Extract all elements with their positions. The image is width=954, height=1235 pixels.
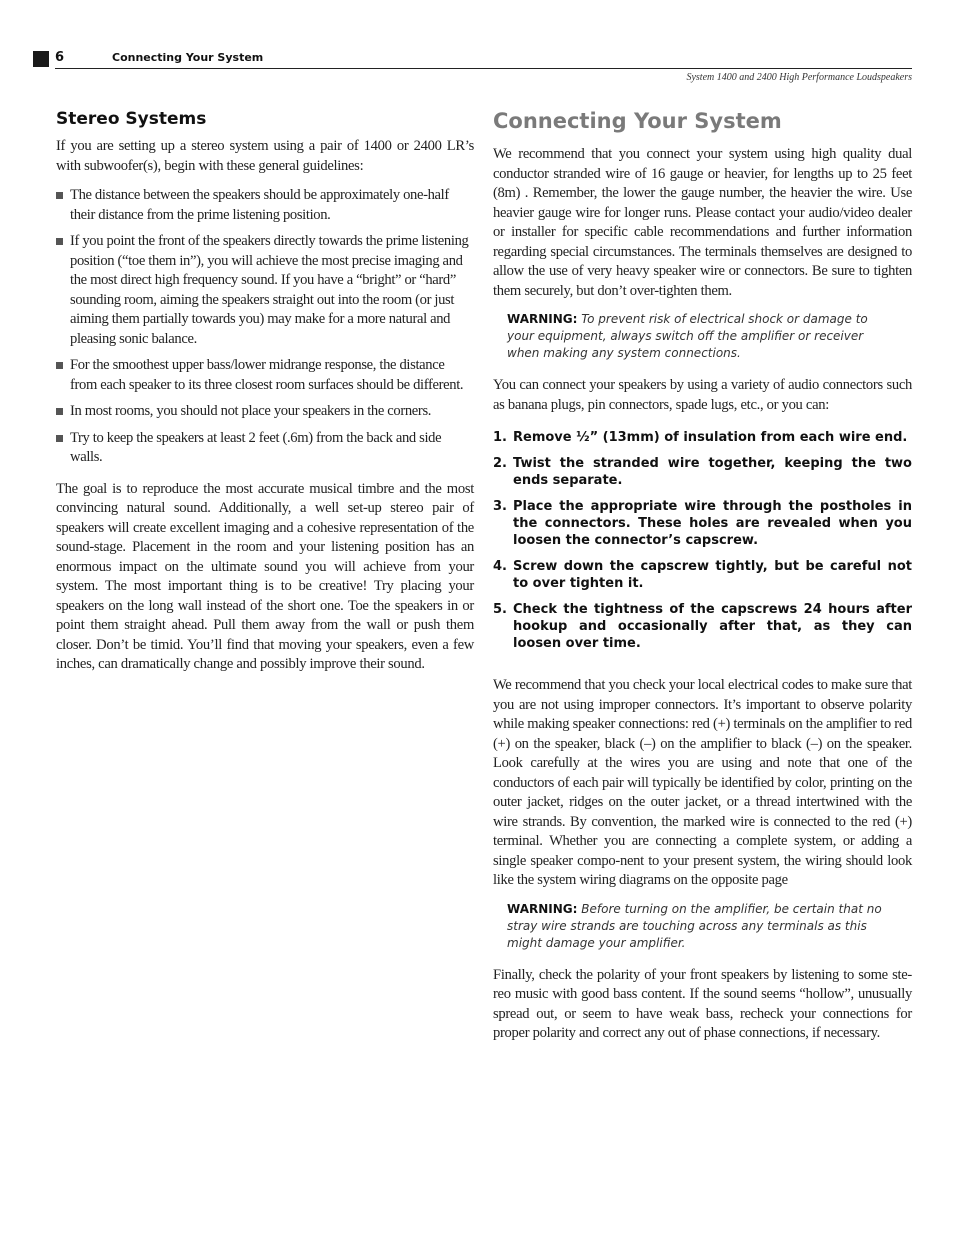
square-bullet-icon [56, 362, 63, 369]
list-item: The distance between the speakers should be approximately one-half their distance from the prime listening position. [56, 186, 474, 225]
step-item: 3. Place the appropriate wire through the postholes in the connectors. These holes are revealed when you loosen the connector’s capscrew. [493, 499, 912, 548]
warning-note-shock [507, 311, 882, 362]
list-item: Try to keep the speakers at least 2 feet (.6m) from the back and side walls. [56, 429, 474, 468]
right-column [493, 109, 912, 1054]
step-item: 2. Twist the stranded wire together, keeping the two ends separate. [493, 456, 912, 488]
list-item: In most rooms, you should not place your speakers in the corners. [56, 402, 474, 422]
header-rule [55, 68, 912, 69]
running-header-title: Connecting Your System [112, 51, 264, 64]
warning-note-strands [507, 901, 882, 952]
connector-intro: You can connect your speakers by using a variety of audio connectors such as banana plugs, pin connectors, spade lugs, etc., or you can: [493, 377, 912, 413]
step-item: 5. Check the tightness of the capscrews 24 hours after hookup and occasionally after that, as they can loosen over time. [493, 602, 912, 651]
section-heading-stereo: Stereo Systems [56, 109, 207, 129]
step-item: 1. Remove ½” (13mm) of insulation from each wire end. [493, 430, 908, 445]
section-heading-connecting: Connecting Your System [493, 109, 782, 133]
list-item: If you point the front of the speakers directly towards the prime listening position (“toe them in”), you will achieve the most precise imaging and the most direct high frequency sound. If you have a “bright” or “hard” sounding room, aiming the speakers straight out into the room (or just aiming them partially towards you) may make for a more natural and pleasing sonic balance. [56, 232, 474, 349]
stereo-closing: The goal is to reproduce the most accurate musical timbre and the most convincing natural sound. Additionally, a well set-up stereo pair of speakers will create excellent imaging and a cohesive representation of the sound-stage. Placement in the room and your listening position has an enormous impact on the ultimate sound you will achieve from your system. The most important thing is to be creative! Try placing your speakers on the long wall instead of the short one. Toe the speakers in or point them straight ahead. Pull them away from the wall or push them closer. Don’t be timid. You’ll find that moving your speakers, even a few inches, can dramatically change and possibly improve their sound. [56, 480, 474, 672]
running-header-subtitle: System 1400 and 2400 High Performance Loudspeakers [686, 72, 912, 83]
warning-label: WARNING: [507, 901, 578, 916]
square-bullet-icon [56, 435, 63, 442]
square-bullet-icon [56, 192, 63, 199]
left-column [56, 109, 474, 685]
square-bullet-icon [56, 408, 63, 415]
wire-recommendation: We recommend that you connect your system using high quality dual conductor stranded wire of 16 gauge or heavier, for lengths up to 25 feet (8m) . Remember, the lower the gauge number, the heavier the wire. Use heavier gauge wire for longer runs. Please contact your audio/video dealer or installer for specific cable recommendations and further information regarding special circumstances. The terminals themselves are designed to allow the use of very heavy speaker wire or connectors. Be sure to tighten them securely, but don’t over-tighten them. [493, 146, 912, 299]
square-bullet-icon [56, 238, 63, 245]
warning-label: WARNING: [507, 312, 578, 326]
page-number: 6 [55, 50, 65, 65]
stereo-intro: If you are setting up a stereo system using a pair of 1400 or 2400 LR’s with subwoofer(s), begin with these general guidelines: [56, 138, 474, 174]
warning-text: To prevent risk of electrical shock or damage to your equipment, always switch off the amplifier or receiver when making any system connections. [507, 312, 868, 360]
list-item: For the smoothest upper bass/lower midrange response, the distance from each speaker to its three closest room surfaces should be different. [56, 356, 474, 395]
warning-text: Before turning on the amplifier, be certain that no stray wire strands are touching across any terminals as this might damage your amplifier. [507, 901, 882, 950]
polarity-paragraph: We recommend that you check your local electrical codes to make sure that you are not using improper connectors. It’s important to observe polarity while making speaker connections: red (+) terminals on the amplifier to red (+) on the speaker, black (–) on the amplifier to black (–) on the speaker. Look carefully at the wires you are using and note that one of the conductors of each pair will typically be identified by color, printing on the outer jacket, ridges on the outer jacket, or a thread intertwined with the wire strands. By convention, the marked wire is connected to the red (+) terminal. Whether you are connecting a complete system, or adding a single speaker compo-nent to your present system, the wiring should look like the system wiring diagrams on the opposite page [493, 677, 912, 888]
step-item: 4. Screw down the capscrew tightly, but be careful not to over tighten it. [493, 559, 912, 591]
polarity-check-paragraph: Finally, check the polarity of your front speakers by listening to some ste-reo music with good bass content. If the sound seems “hollow”, unusually spread out, or seem to have weak bass, recheck your connections for proper polarity and correct any out of phase connections, if necessary. [493, 966, 912, 1041]
connection-steps [493, 429, 912, 652]
guideline-list [56, 186, 474, 468]
page-marker [33, 51, 49, 67]
